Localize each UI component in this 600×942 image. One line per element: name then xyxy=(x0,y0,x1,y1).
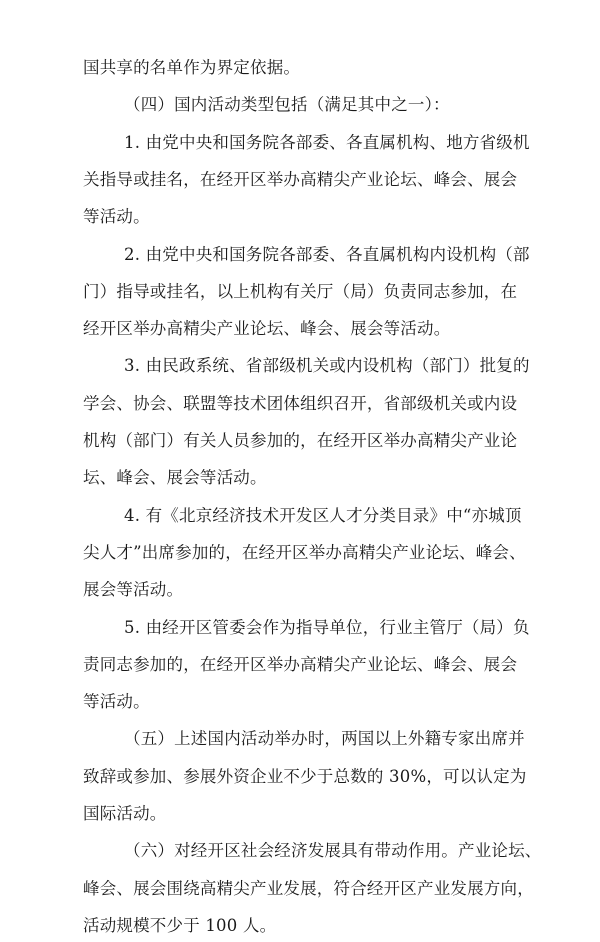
text-line: 3. 由民政系统、省部级机关或内设机构（部门）批复的 xyxy=(124,356,530,375)
text-line: 国共享的名单作为界定依据。 xyxy=(83,58,301,77)
text-line: 5. 由经开区管委会作为指导单位，行业主管厅（局）负 xyxy=(124,618,530,637)
text-line: 4. 有《北京经济技术开发区人才分类目录》中“亦城顶 xyxy=(124,506,522,525)
text-line: 等活动。 xyxy=(83,692,150,711)
text-line: 关指导或挂名，在经开区举办高精尖产业论坛、峰会、展会 xyxy=(83,170,518,189)
text-line: 门）指导或挂名，以上机构有关厅（局）负责同志参加，在 xyxy=(83,282,518,301)
text-line: 2. 由党中央和国务院各部委、各直属机构内设机构（部 xyxy=(124,245,530,264)
text-line: 展会等活动。 xyxy=(83,580,184,599)
text-line: 国际活动。 xyxy=(83,804,167,823)
text-line: 学会、协会、联盟等技术团体组织召开，省部级机关或内设 xyxy=(83,394,518,413)
section-heading-5: （五）上述国内活动举办时，两国以上外籍专家出席并 xyxy=(124,729,525,748)
text-line: 峰会、展会围绕高精尖产业发展，符合经开区产业发展方向， xyxy=(83,879,534,898)
text-line: 致辞或参加、参展外资企业不少于总数的 30%，可以认定为 xyxy=(83,767,527,786)
text-line: 1. 由党中央和国务院各部委、各直属机构、地方省级机 xyxy=(124,133,530,152)
text-line: 等活动。 xyxy=(83,207,150,226)
text-line: 活动规模不少于 100 人。 xyxy=(83,916,277,935)
text-line: 坛、峰会、展会等活动。 xyxy=(83,468,267,487)
text-line: 尖人才”出席参加的，在经开区举办高精尖产业论坛、峰会、 xyxy=(83,543,526,562)
text-line: 经开区举办高精尖产业论坛、峰会、展会等活动。 xyxy=(83,319,451,338)
text-line: 责同志参加的，在经开区举办高精尖产业论坛、峰会、展会 xyxy=(83,655,518,674)
text-line: 机构（部门）有关人员参加的，在经开区举办高精尖产业论 xyxy=(83,431,518,450)
section-heading-4: （四）国内活动类型包括（满足其中之一）： xyxy=(124,95,450,114)
section-heading-6: （六）对经开区社会经济发展具有带动作用。产业论坛、 xyxy=(124,841,542,860)
